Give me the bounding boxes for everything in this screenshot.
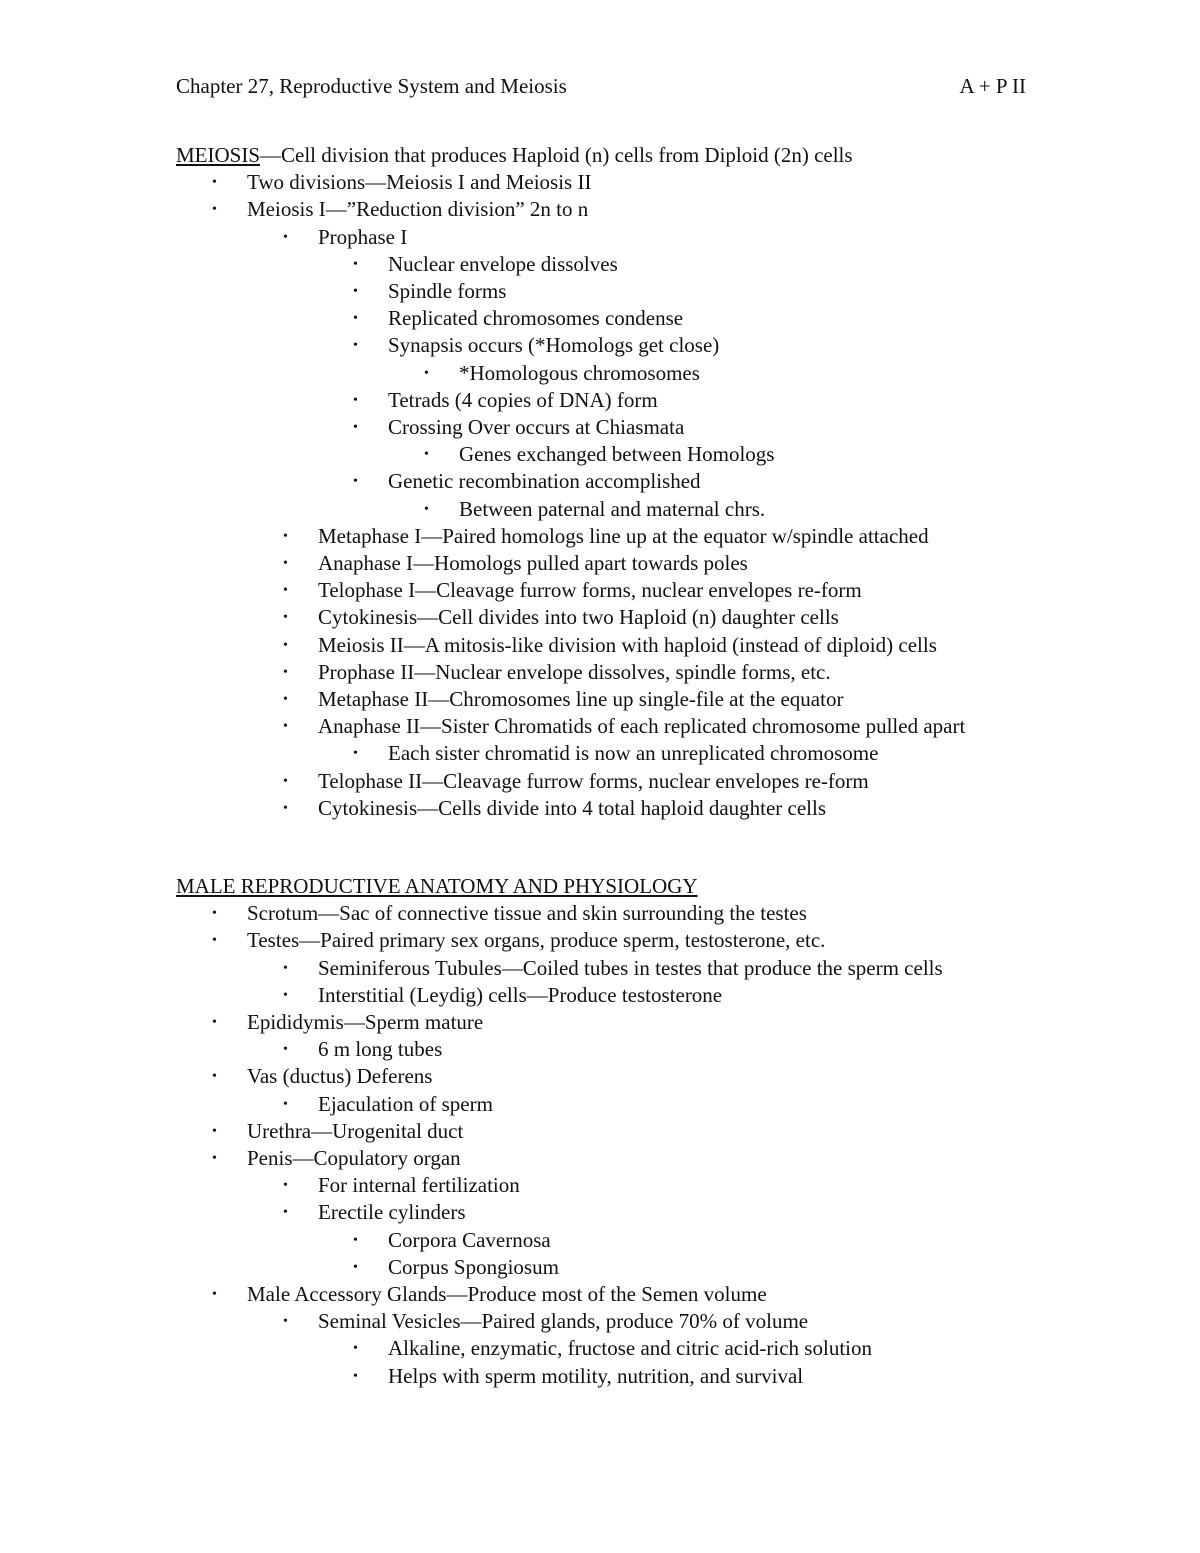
outline-item-text: Urethra—Urogenital duct: [247, 1118, 464, 1143]
outline-item-text: Alkaline, enzymatic, fructose and citric acid-rich solution: [388, 1336, 872, 1361]
outline-item-text: Epididymis—Sperm mature: [247, 1010, 484, 1034]
outline-item: [176, 441, 1056, 468]
outline-item: [176, 1172, 1056, 1199]
bullet-icon: •: [283, 1178, 288, 1194]
outline-item-text: Corpus Spongiosum: [388, 1254, 559, 1279]
outline-item-text: Telophase I—Cleavage furrow forms, nuclear envelopes re-form: [318, 578, 862, 603]
outline-item: [176, 1308, 1056, 1335]
bullet-icon: •: [283, 773, 288, 789]
outline-item-text: Interstitial (Leydig) cells—Produce testosterone: [318, 982, 723, 1007]
outline-item: [176, 1254, 1056, 1281]
outline-item-text: Male Accessory Glands—Produce most of the Semen volume: [247, 1282, 767, 1307]
outline-item: [176, 900, 1056, 927]
outline-item: [176, 955, 1056, 982]
outline-item: [176, 604, 1056, 631]
outline-item-text: Genes exchanged between Homologs: [459, 442, 775, 467]
outline-item: [176, 1118, 1056, 1145]
outline-item: [176, 1036, 1056, 1063]
outline-item: [176, 686, 1056, 713]
header-course-label: A + P II: [959, 74, 1026, 98]
bullet-icon: •: [283, 583, 288, 599]
bullet-icon: •: [212, 1015, 217, 1030]
outline-item: [176, 332, 1056, 359]
outline-item-text: Genetic recombination accomplished: [388, 469, 701, 494]
outline-item: [176, 224, 1056, 251]
outline-item: [176, 305, 1056, 332]
outline-item: [176, 523, 1056, 550]
bullet-icon: •: [283, 800, 288, 816]
meiosis-definition: —Cell division that produces Haploid (n) cells from Diploid (2n) cells: [260, 143, 853, 167]
outline-item: [176, 577, 1056, 604]
outline-item: [176, 632, 1056, 659]
outline-item-text: Seminal Vesicles—Paired glands, produce 70% of volume: [318, 1309, 809, 1334]
outline-item: [176, 550, 1056, 577]
bullet-icon: •: [353, 746, 358, 762]
meiosis-title-line: [176, 142, 1056, 169]
outline-item: [176, 1199, 1056, 1226]
bullet-icon: •: [212, 202, 217, 218]
bullet-icon: •: [353, 1368, 358, 1384]
outline-item-text: Prophase I: [318, 224, 408, 249]
outline-item-text: Cytokinesis—Cell divides into two Haploid (n) daughter cells: [318, 605, 839, 630]
bullet-icon: •: [283, 1314, 288, 1330]
header-chapter-title: Chapter 27, Reproductive System and Meiosis: [176, 74, 567, 98]
bullet-icon: •: [283, 556, 288, 572]
outline-item-text: Each sister chromatid is now an unreplicated chromosome: [388, 741, 879, 766]
outline-item-text: Helps with sperm motility, nutrition, and survival: [388, 1363, 804, 1388]
outline-item: [176, 251, 1056, 278]
outline-item: [176, 927, 1056, 954]
outline-item-text: Anaphase I—Homologs pulled apart towards poles: [318, 551, 748, 576]
bullet-icon: •: [353, 311, 358, 327]
outline-item-text: Ejaculation of sperm: [318, 1091, 493, 1116]
meiosis-section: [176, 142, 1056, 822]
outline-item-text: 6 m long tubes: [318, 1037, 443, 1062]
male-title-line: [176, 873, 1056, 900]
outline-item: [176, 1335, 1056, 1362]
outline-item-text: Crossing Over occurs at Chiasmata: [388, 415, 685, 440]
outline-item: [176, 1145, 1056, 1172]
bullet-icon: •: [353, 420, 358, 436]
bullet-icon: •: [212, 1069, 217, 1085]
male-anatomy-outline-list: [176, 900, 1056, 1390]
outline-item: [176, 1363, 1056, 1390]
bullet-icon: •: [424, 501, 429, 517]
bullet-icon: •: [212, 175, 217, 191]
male-anatomy-section: [176, 873, 1056, 1390]
outline-item-text: Scrotum—Sac of connective tissue and skin surrounding the testes: [247, 901, 807, 926]
bullet-icon: •: [283, 692, 288, 708]
outline-item: [176, 360, 1056, 387]
outline-item: [176, 468, 1056, 495]
outline-item-text: Metaphase I—Paired homologs line up at the equator w/spindle attached: [318, 523, 929, 548]
outline-item-text: Telophase II—Cleavage furrow forms, nuclear envelopes re-form: [318, 768, 869, 793]
outline-item-text: Two divisions—Meiosis I and Meiosis II: [247, 170, 592, 195]
bullet-icon: •: [212, 1151, 217, 1167]
outline-item: [176, 740, 1056, 767]
outline-item-text: Nuclear envelope dissolves: [388, 251, 618, 276]
outline-item-text: Penis—Copulatory organ: [247, 1146, 461, 1171]
meiosis-heading: MEIOSIS: [176, 143, 261, 167]
outline-item: [176, 496, 1056, 523]
bullet-icon: •: [424, 365, 429, 381]
bullet-icon: •: [212, 906, 217, 922]
outline-item: [176, 768, 1056, 795]
outline-item-text: *Homologous chromosomes: [459, 360, 700, 385]
outline-item-text: Prophase II—Nuclear envelope dissolves, spindle forms, etc.: [318, 659, 831, 684]
outline-item: [176, 169, 1056, 196]
outline-item-text: Metaphase II—Chromosomes line up single-file at the equator: [318, 687, 844, 712]
bullet-icon: •: [212, 1123, 217, 1139]
outline-item-text: Cytokinesis—Cells divide into 4 total haploid daughter cells: [318, 795, 827, 820]
bullet-icon: •: [283, 528, 288, 544]
outline-item-text: Seminiferous Tubules—Coiled tubes in testes that produce the sperm cells: [318, 955, 943, 980]
bullet-icon: •: [353, 284, 358, 299]
bullet-icon: •: [283, 664, 288, 680]
outline-item: [176, 387, 1056, 414]
bullet-icon: •: [283, 229, 288, 245]
bullet-icon: •: [283, 1042, 288, 1058]
bullet-icon: •: [353, 392, 358, 408]
bullet-icon: •: [212, 933, 217, 949]
outline-item-text: For internal fertilization: [318, 1173, 520, 1198]
outline-item-text: Replicated chromosomes condense: [388, 306, 684, 331]
bullet-icon: •: [283, 610, 288, 626]
bullet-icon: •: [212, 1287, 217, 1303]
bullet-icon: •: [353, 338, 358, 354]
outline-item: [176, 1063, 1056, 1090]
bullet-icon: •: [353, 1259, 358, 1275]
outline-item: [176, 982, 1056, 1009]
outline-item-text: Testes—Paired primary sex organs, produce sperm, testosterone, etc.: [247, 928, 826, 953]
outline-item-text: Vas (ductus) Deferens: [247, 1064, 433, 1089]
outline-item: [176, 1227, 1056, 1254]
bullet-icon: •: [283, 1205, 288, 1221]
outline-item-text: Meiosis II—A mitosis-like division with haploid (instead of diploid) cells: [318, 632, 937, 657]
male-anatomy-heading: MALE REPRODUCTIVE ANATOMY AND PHYSIOLOGY: [176, 874, 698, 898]
outline-item: [176, 795, 1056, 822]
bullet-icon: •: [283, 987, 288, 1003]
outline-item: [176, 713, 1056, 740]
outline-item-text: Between paternal and maternal chrs.: [459, 496, 766, 521]
outline-item: [176, 278, 1056, 305]
outline-item-text: Tetrads (4 copies of DNA) form: [388, 387, 658, 412]
outline-item-text: Meiosis I—”Reduction division” 2n to n: [247, 197, 589, 222]
bullet-icon: •: [353, 1341, 358, 1357]
bullet-icon: •: [353, 1232, 358, 1248]
outline-item: [176, 1281, 1056, 1308]
outline-item-text: Anaphase II—Sister Chromatids of each replicated chromosome pulled apart: [318, 714, 966, 739]
outline-item: [176, 1091, 1056, 1118]
outline-item-text: Synapsis occurs (*Homologs get close): [388, 333, 720, 358]
outline-item: [176, 196, 1056, 223]
bullet-icon: •: [283, 637, 288, 653]
bullet-icon: •: [353, 474, 358, 490]
meiosis-outline-list: [176, 169, 1056, 822]
bullet-icon: •: [283, 960, 288, 976]
outline-item-text: Erectile cylinders: [318, 1200, 466, 1225]
bullet-icon: •: [283, 1096, 288, 1112]
outline-item-text: Spindle forms: [388, 279, 507, 303]
outline-item: [176, 659, 1056, 686]
bullet-icon: •: [283, 719, 288, 735]
bullet-icon: •: [424, 447, 429, 463]
outline-item-text: Corpora Cavernosa: [388, 1227, 551, 1252]
page-header: [176, 72, 1026, 100]
outline-item: [176, 414, 1056, 441]
outline-item: [176, 1009, 1056, 1036]
bullet-icon: •: [353, 256, 358, 272]
